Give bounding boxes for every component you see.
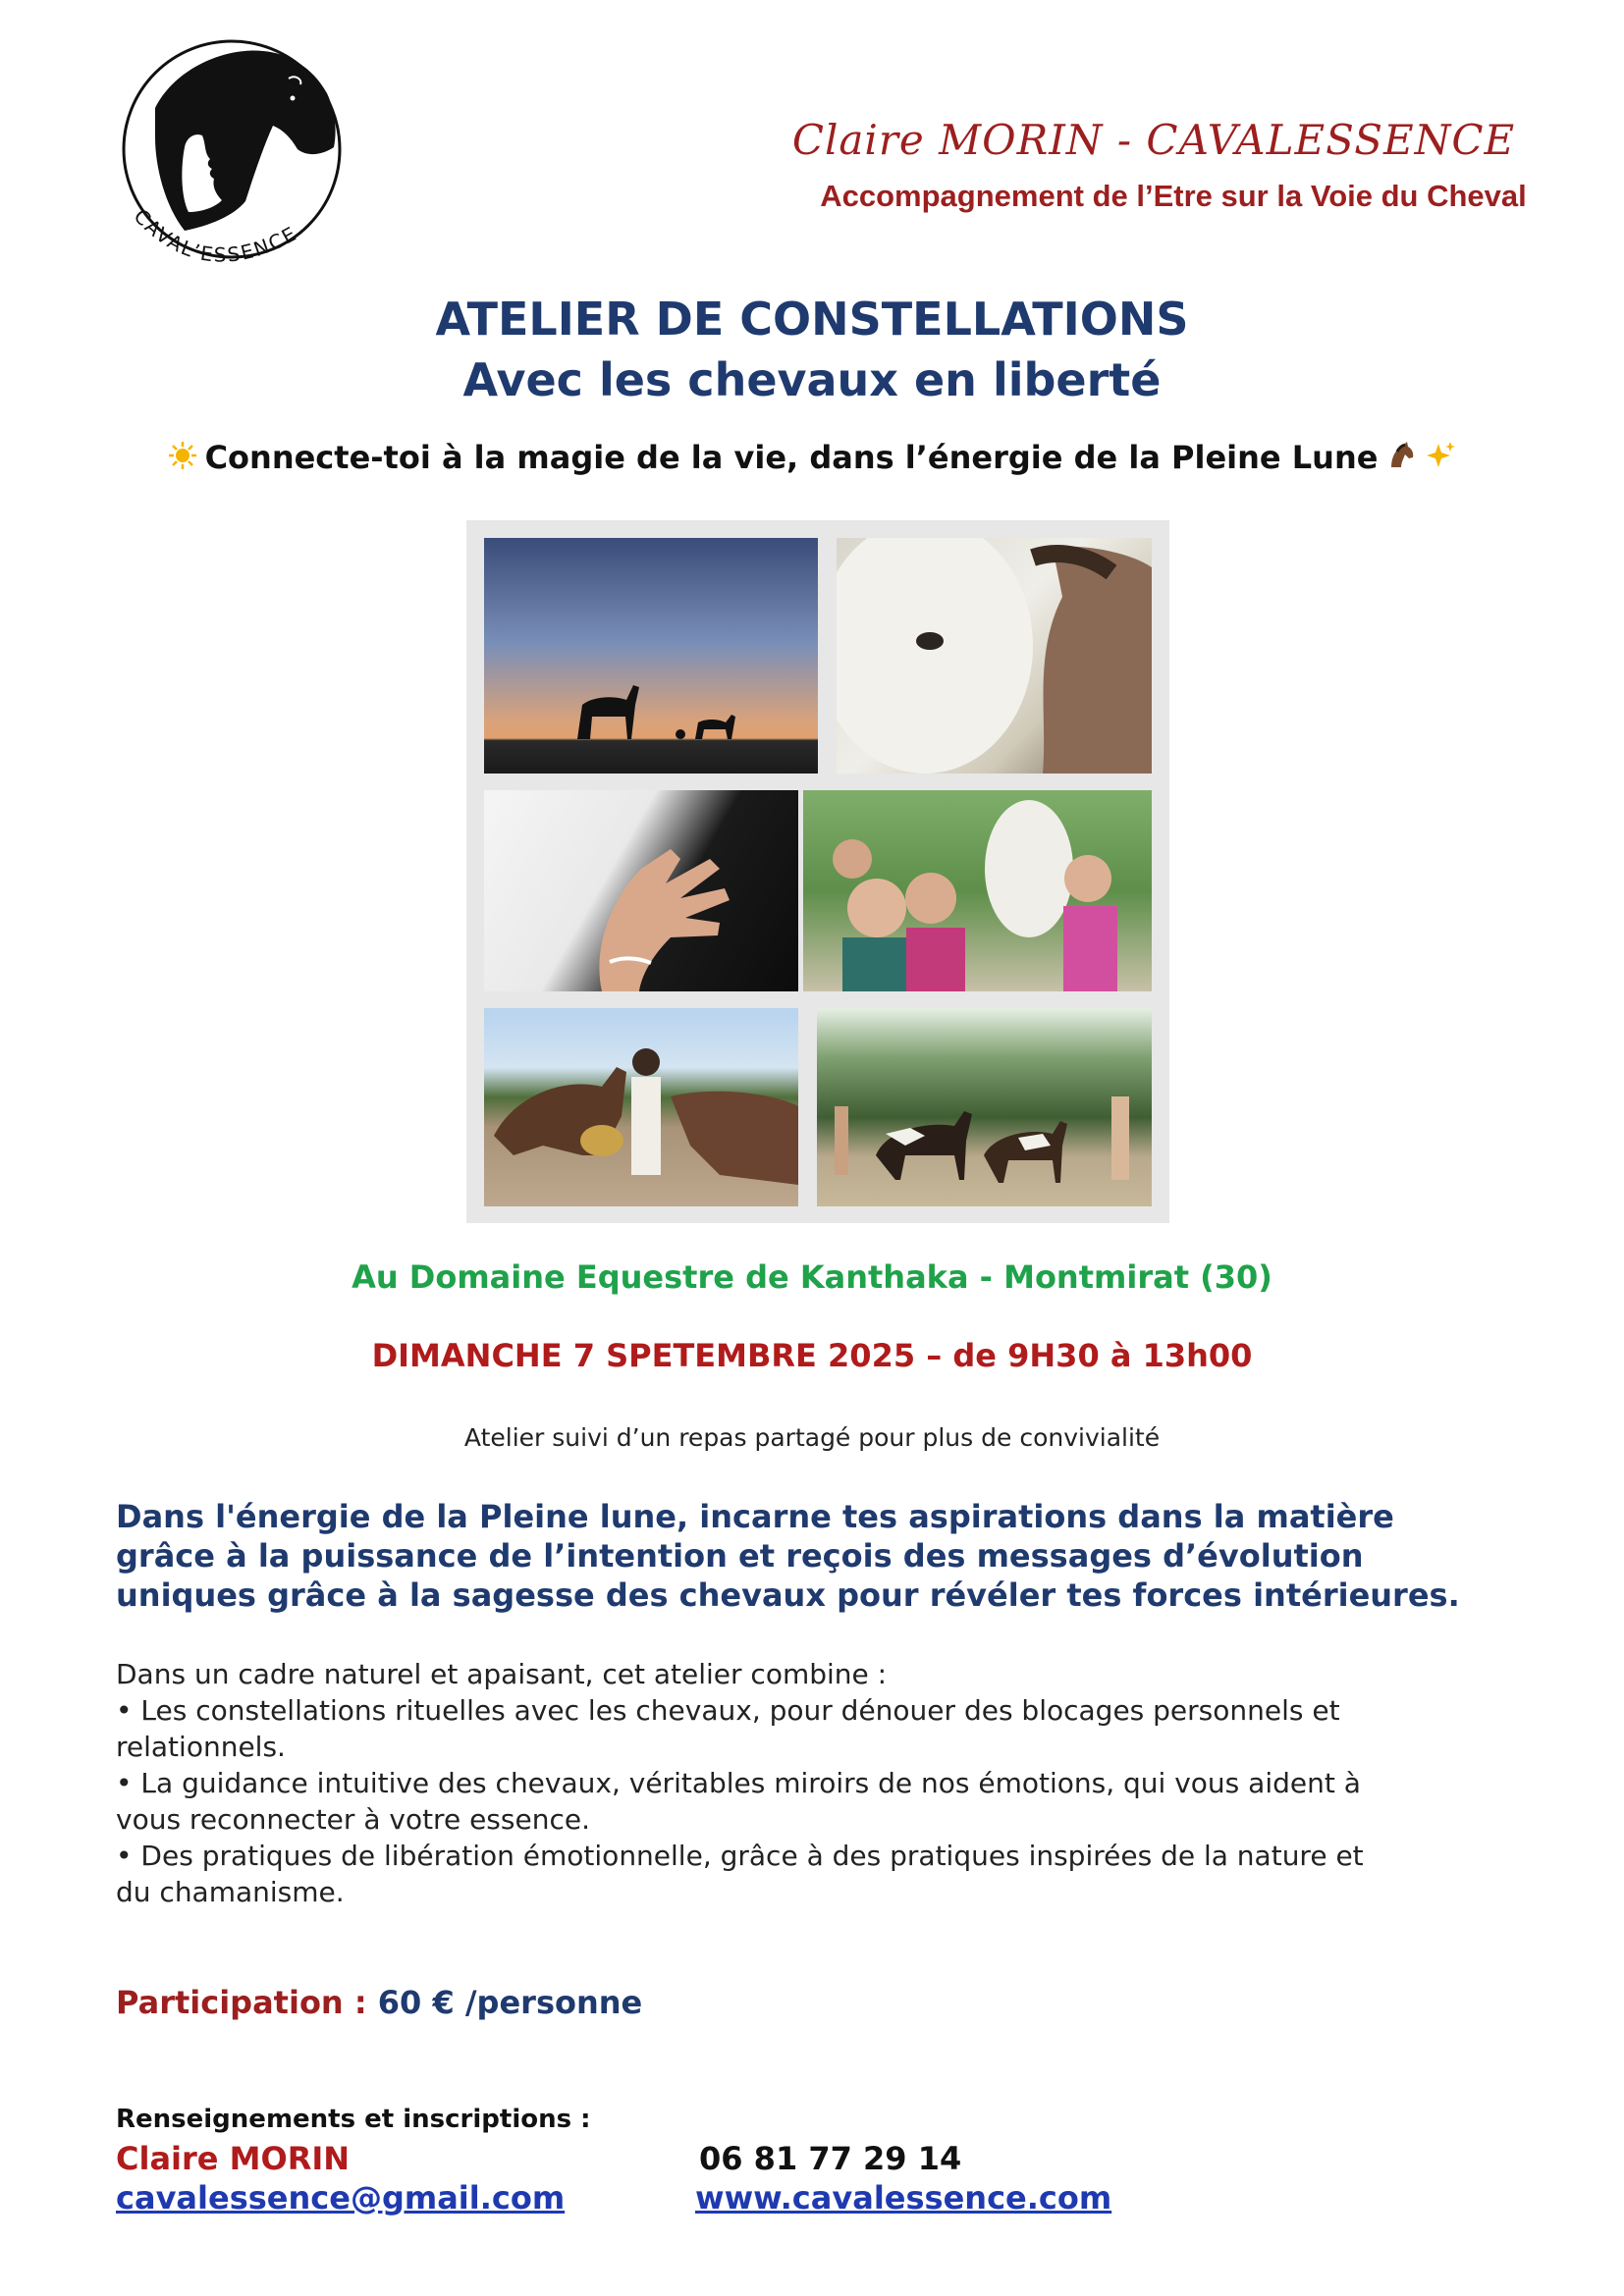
contact-phone: 06 81 77 29 14 <box>699 2140 962 2177</box>
event-date: DIMANCHE 7 SPETEMBRE 2025 – de 9H30 à 13h00 <box>371 1337 1253 1374</box>
contact-email-link[interactable]: cavalessence@gmail.com <box>116 2179 566 2216</box>
page-title: ATELIER DE CONSTELLATIONS <box>435 293 1189 346</box>
description-line: Dans un cadre naturel et apaisant, cet atelier combine : <box>116 1658 888 1690</box>
venue-location: Au Domaine Equestre de Kanthaka - Montmirat (30) <box>352 1258 1272 1296</box>
website-link[interactable]: www.cavalessence.com <box>695 2179 1112 2216</box>
lead-paragraph <box>116 1497 1530 1615</box>
photo-hand-on-horse <box>484 790 798 991</box>
price <box>116 1984 642 2021</box>
photo-horses-forest <box>817 1008 1152 1206</box>
contact-name: Claire MORIN <box>116 2140 351 2177</box>
contact-heading: Renseignements et inscriptions : <box>116 2105 591 2134</box>
sun-icon <box>168 441 197 478</box>
cavalessence-logo <box>116 39 352 294</box>
lead-line: grâce à la puissance de l’intention et reçois des messages d’évolution <box>116 1537 1364 1575</box>
horse-icon <box>1385 440 1417 479</box>
photo-collage <box>466 520 1169 1223</box>
svg-text:CAVAL’ESSENCE: CAVAL’ESSENCE <box>129 204 302 267</box>
description-line: • Des pratiques de libération émotionnelle, grâce à des pratiques inspirées de la nature et <box>116 1840 1364 1872</box>
description-line: vous reconnecter à votre essence. <box>116 1803 590 1836</box>
lead-line: Dans l'énergie de la Pleine lune, incarne tes aspirations dans la matière <box>116 1498 1394 1535</box>
lead-line: uniques grâce à la sagesse des chevaux pour révéler tes forces intérieures. <box>116 1576 1460 1614</box>
photo-sunset-horses <box>484 538 818 774</box>
logo-text-arc <box>116 39 352 294</box>
brand-tagline: Accompagnement de l’Etre sur la Voie du Cheval <box>820 179 1527 213</box>
meal-note: Atelier suivi d’un repas partagé pour plus de convivialité <box>463 1423 1161 1452</box>
page-subtitle: Avec les chevaux en liberté <box>462 353 1162 406</box>
sparkles-icon <box>1425 440 1456 479</box>
photo-woman-horses <box>484 1008 798 1206</box>
description <box>116 1656 1530 1910</box>
invitation-text: Connecte-toi à la magie de la vie, dans l’énergie de la Pleine Lune <box>204 439 1379 476</box>
description-line: • La guidance intuitive des chevaux, véritables miroirs de nos émotions, qui vous aident à <box>116 1767 1361 1799</box>
photo-group-selfie <box>803 790 1152 991</box>
description-line: • Les constellations rituelles avec les chevaux, pour dénouer des blocages personnels et <box>116 1694 1340 1727</box>
photo-white-horse <box>837 538 1152 774</box>
invitation-line <box>0 439 1624 479</box>
price-value: 60 € /personne <box>377 1984 643 2021</box>
description-line: du chamanisme. <box>116 1876 345 1908</box>
description-line: relationnels. <box>116 1731 286 1763</box>
brand-name: Claire MORIN - CAVALESSENCE <box>791 116 1516 164</box>
price-label: Participation : <box>116 1984 367 2021</box>
